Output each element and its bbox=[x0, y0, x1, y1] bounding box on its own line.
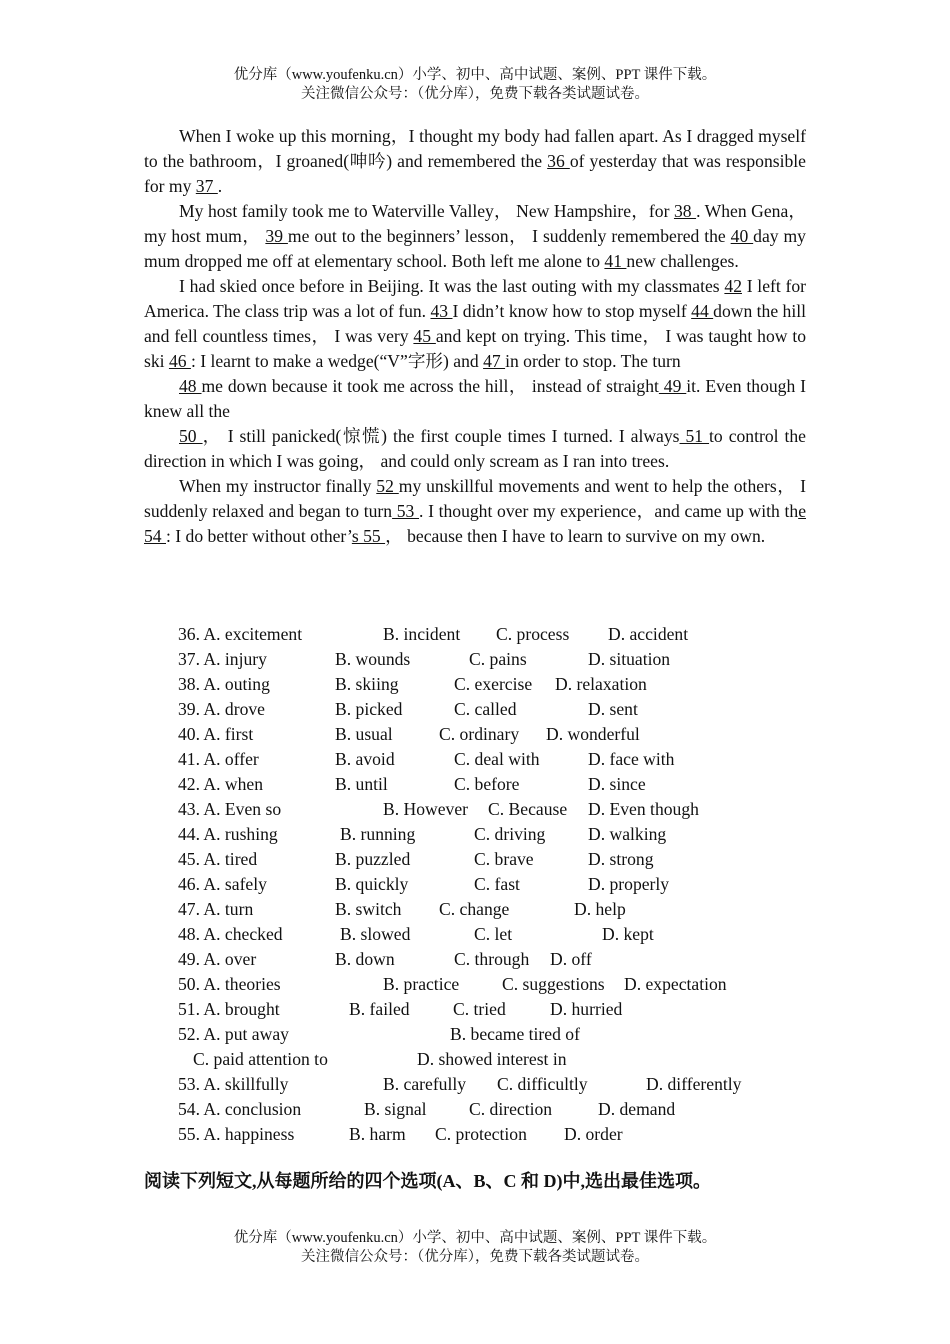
option-row: 40. A. first B. usual C. ordinary D. wonderful bbox=[178, 724, 640, 744]
options-list bbox=[178, 622, 818, 1147]
blank-39: 39 bbox=[265, 226, 288, 246]
option-row: 41. A. offer B. avoid C. deal with D. face with bbox=[178, 749, 675, 769]
blank-53: 53 bbox=[392, 501, 420, 521]
blank-36: 36 bbox=[547, 151, 570, 171]
paragraph-2: My host family took me to Waterville Valley， New Hampshire，for 38 . When Gena， my host mum， 39 me out to the beginners’ lesson， I suddenly remembered the 40 day my mum dropped me off at elementary school. Both left me alone to 41 new challenges. bbox=[144, 201, 806, 271]
option-row: 36. A. excitement B. incident C. process D. accident bbox=[178, 624, 689, 644]
blank-38: 38 bbox=[673, 201, 697, 221]
option-row: 38. A. outing B. skiing C. exercise D. relaxation bbox=[178, 674, 647, 694]
page-footer bbox=[0, 1229, 950, 1267]
option-row: 46. A. safely B. quickly C. fast D. properly bbox=[178, 874, 670, 894]
option-row: 39. A. drove B. picked C. called D. sent bbox=[178, 699, 638, 719]
option-row: 52. A. put away B. became tired of bbox=[178, 1024, 580, 1044]
blank-46: 46 bbox=[168, 351, 191, 371]
option-row: 42. A. when B. until C. before D. since bbox=[178, 774, 646, 794]
footer-line-2: 关注微信公众号：（优分库），免费下载各类试题试卷。 bbox=[301, 1249, 649, 1265]
paragraph-4: 48 me down because it took me across the hill， instead of straight 49 it. Even though I knew all the bbox=[144, 376, 807, 421]
paragraph-3: I had skied once before in Beijing. It was the last outing with my classmates 42 I left for America. The class trip was a lot of fun. 43 I didn’t know how to stop myself 44 down the hill and fell countless times， I was very 45 and kept on trying. This time， I was taught how to ski 46 : I learnt to make a wedge(“V”字形) and 47 in order to stop. The turn bbox=[144, 276, 807, 371]
blank-50: 50 bbox=[179, 426, 203, 446]
option-row: 50. A. theories B. practice C. suggestions D. expectation bbox=[178, 974, 727, 994]
option-row: 54. A. conclusion B. signal C. direction D. demand bbox=[178, 1099, 676, 1119]
option-row: 47. A. turn B. switch C. change D. help bbox=[178, 899, 626, 919]
option-row: 51. A. brought B. failed C. tried D. hurried bbox=[178, 999, 623, 1019]
header-line-1: 优分库（www.youfenku.cn）小学、初中、高中试题、案例、PPT 课件下载。 bbox=[233, 67, 717, 83]
blank-52: 52 bbox=[376, 476, 399, 496]
option-row: 53. A. skillfully B. carefully C. difficultly D. differently bbox=[178, 1074, 742, 1094]
blank-55: s 55 bbox=[351, 526, 386, 546]
blank-49: 49 bbox=[658, 376, 687, 396]
option-row: 45. A. tired B. puzzled C. brave D. strong bbox=[178, 849, 654, 869]
paragraph-5: 50 ， I still panicked(惊慌) the first couple times I turned. I always 51 to control the direction in which I was going， and could only scream as I ran into trees. bbox=[144, 426, 806, 471]
option-row: 49. A. over B. down C. through D. off bbox=[178, 949, 592, 969]
blank-51: 51 bbox=[679, 426, 710, 446]
option-row: C. paid attention to D. showed interest in bbox=[193, 1049, 567, 1069]
blank-40: 40 bbox=[730, 226, 754, 246]
footer-line-1: 优分库（www.youfenku.cn）小学、初中、高中试题、案例、PPT 课件下载。 bbox=[233, 1230, 717, 1246]
blank-42: 42 bbox=[724, 276, 742, 296]
cloze-passage bbox=[144, 124, 806, 549]
blank-41: 41 bbox=[604, 251, 627, 271]
blank-47: 47 bbox=[483, 351, 506, 371]
header-line-2: 关注微信公众号：（优分库），免费下载各类试题试卷。 bbox=[301, 86, 649, 102]
reading-instruction: 阅读下列短文,从每题所给的四个选项(A、B、C 和 D)中,选出最佳选项。 bbox=[144, 1171, 711, 1191]
blank-37: 37 bbox=[195, 176, 218, 196]
option-row: 55. A. happiness B. harm C. protection D. order bbox=[178, 1124, 623, 1144]
blank-48: 48 bbox=[179, 376, 202, 396]
paragraph-1: When I woke up this morning，I thought my body had fallen apart. As I dragged myself to the bathroom，I groaned(呻吟) and remembered the 36 of yesterday that was responsible for my 37 . bbox=[144, 126, 806, 196]
page-header bbox=[0, 66, 950, 104]
blank-45: 45 bbox=[413, 326, 436, 346]
blank-54: e 54 bbox=[144, 501, 806, 546]
blank-43: 43 bbox=[430, 301, 453, 321]
option-row: 48. A. checked B. slowed C. let D. kept bbox=[178, 924, 654, 944]
option-row: 44. A. rushing B. running C. driving D. walking bbox=[178, 824, 667, 844]
paragraph-6: When my instructor finally 52 my unskillful movements and went to help the others， I suddenly relaxed and began to turn 53 . I thought over my experience，and came up with the 54 : I do better without other’s 55 ， because then I have to learn to survive on my own. bbox=[144, 476, 806, 546]
option-row: 37. A. injury B. wounds C. pains D. situation bbox=[178, 649, 671, 669]
blank-44: 44 bbox=[691, 301, 714, 321]
option-row: 43. A. Even so B. However C. Because D. Even though bbox=[178, 799, 699, 819]
